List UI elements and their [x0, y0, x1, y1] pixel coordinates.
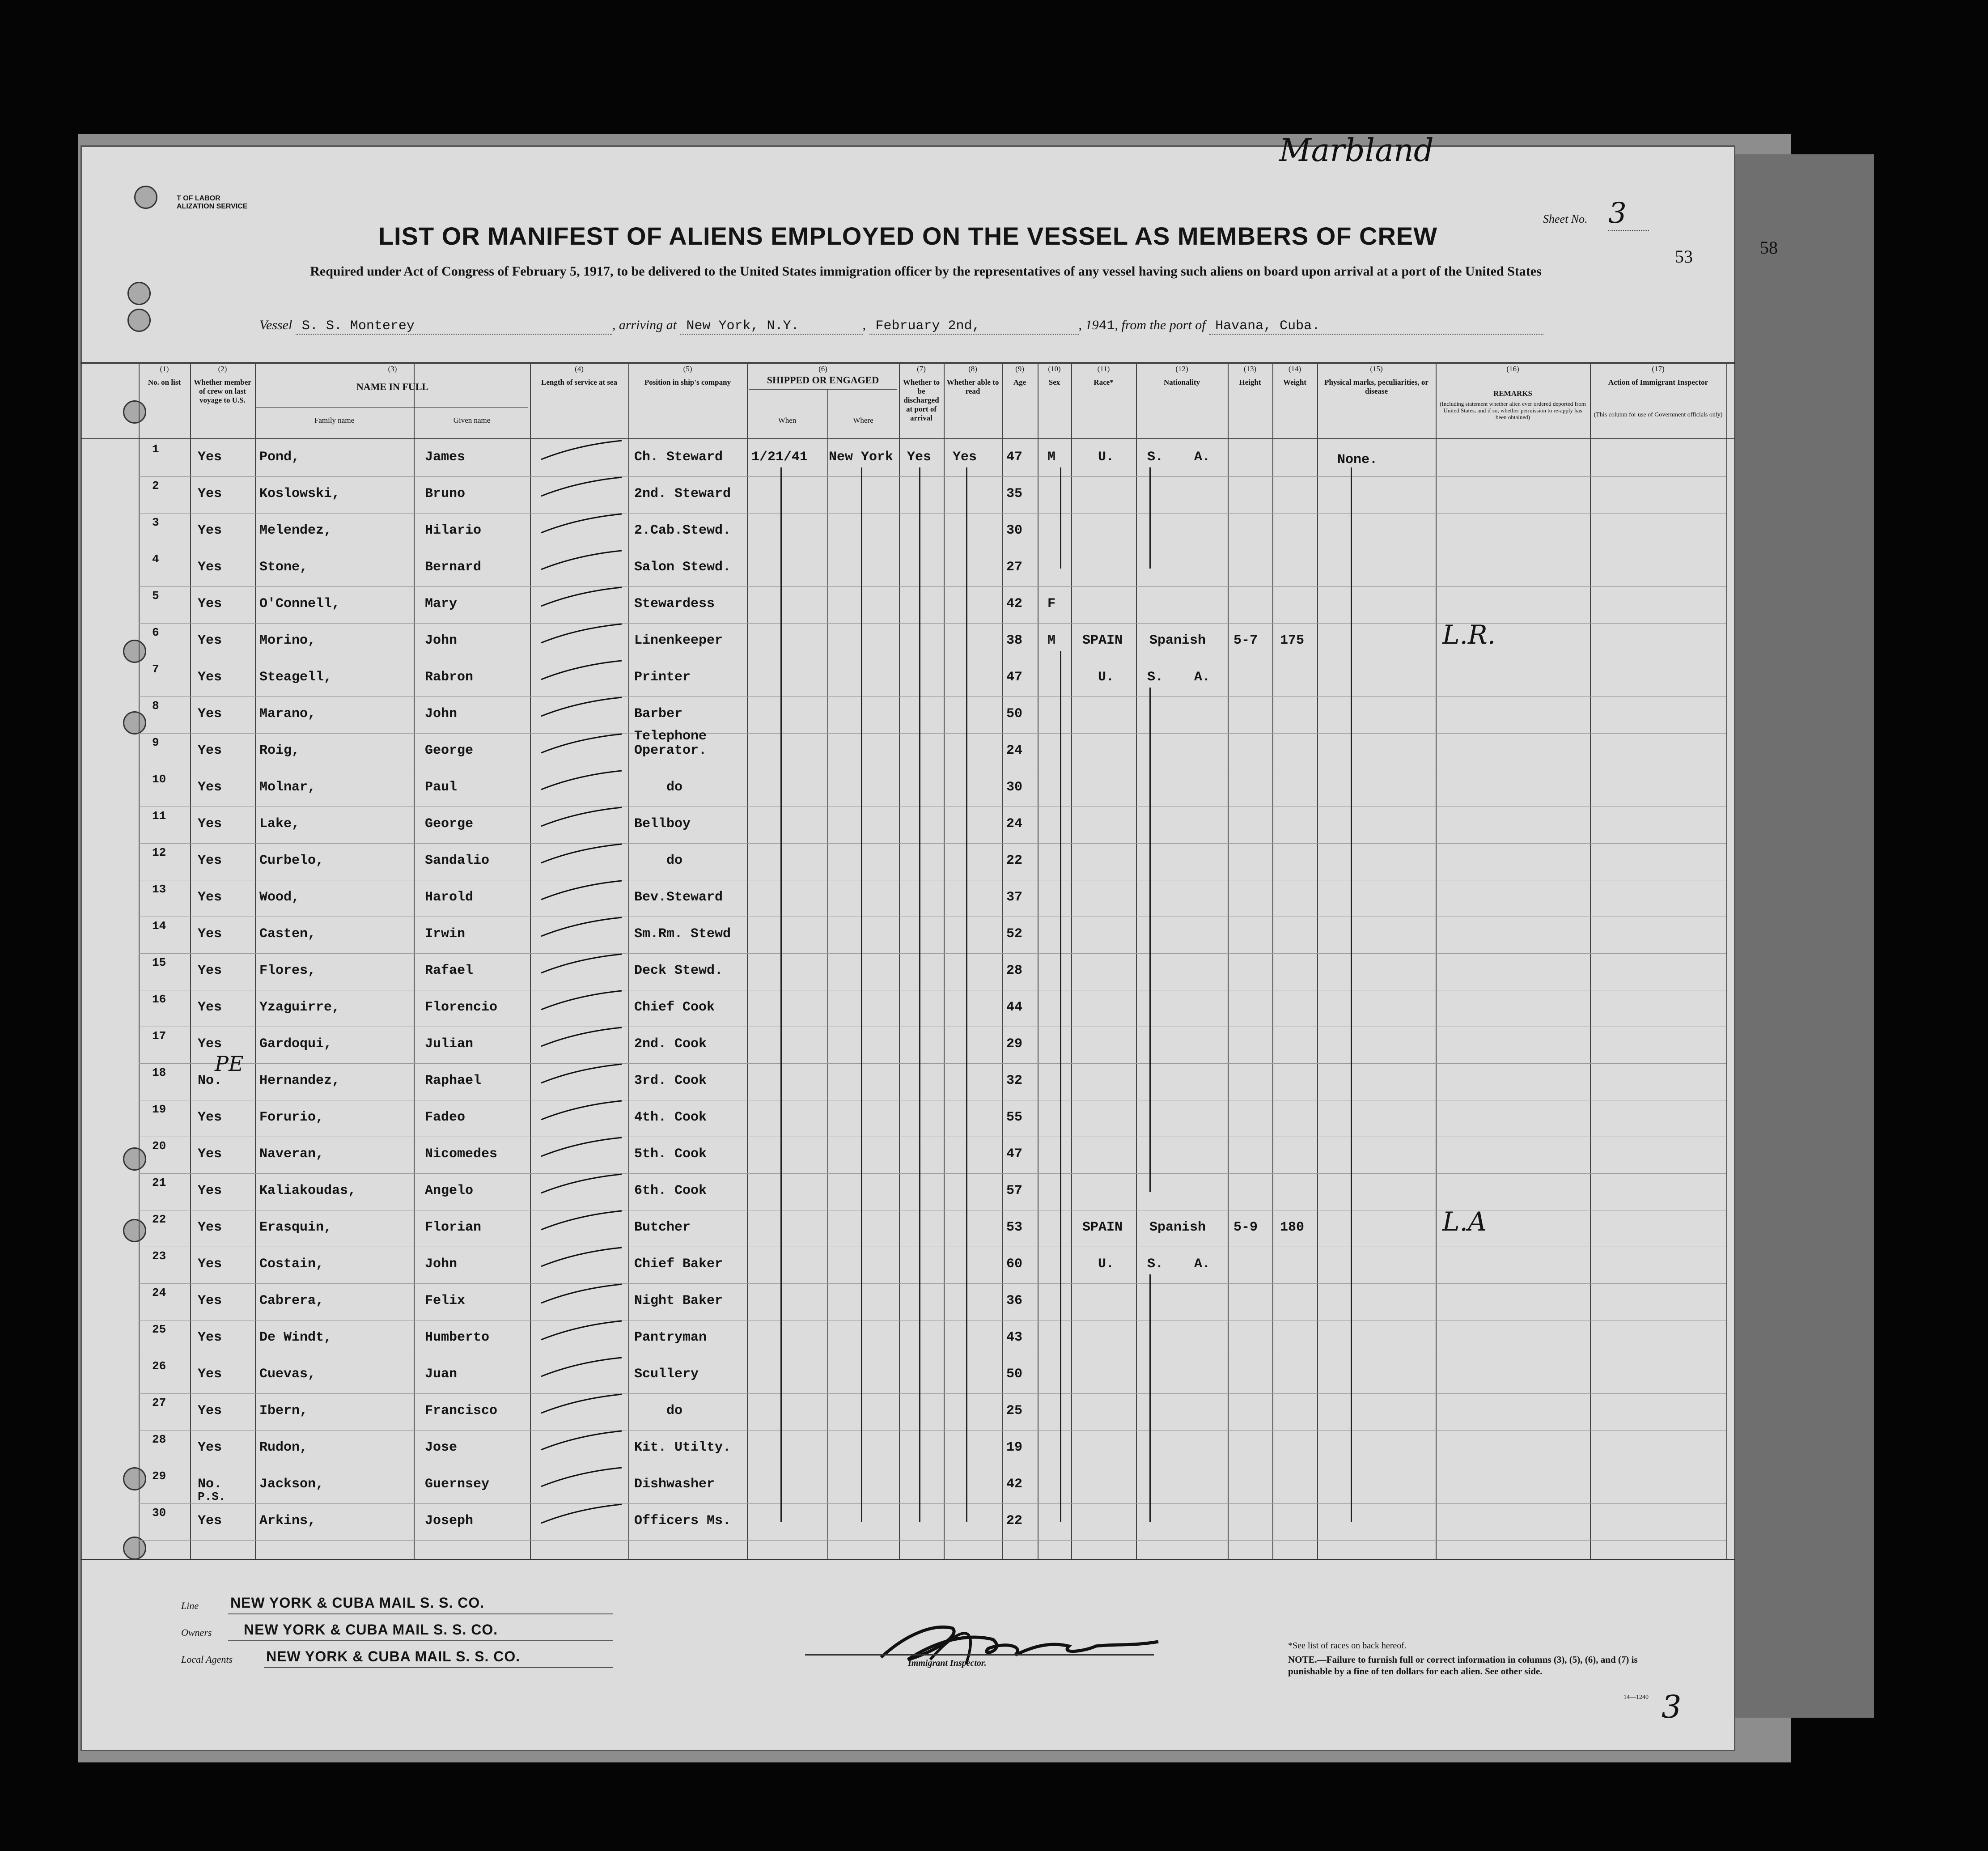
family-name: Molnar, — [259, 780, 316, 795]
row-number: 11 — [152, 809, 166, 823]
last-voyage-value: No. — [198, 1073, 222, 1088]
column-number-c13: (13) — [1243, 365, 1257, 373]
row-number: 27 — [152, 1396, 166, 1409]
line-label: Line — [181, 1600, 199, 1611]
position-in-company: Stewardess — [634, 596, 715, 611]
handwritten-remark: L.A — [1442, 1206, 1487, 1237]
position-in-company: Kit. Utilty. — [634, 1440, 731, 1455]
nationality-continued: A. — [1194, 670, 1211, 685]
last-voyage-value: Yes — [198, 670, 222, 685]
age: 50 — [1006, 1367, 1023, 1382]
column-number-c3: (3) — [388, 365, 397, 373]
manifest-title: LIST OR MANIFEST OF ALIENS EMPLOYED ON THE VESSEL AS MEMBERS OF CREW — [378, 222, 1438, 250]
position-in-company: Bellboy — [634, 816, 691, 832]
family-name: Marano, — [259, 706, 316, 722]
last-voyage-value: Yes — [198, 486, 222, 501]
column-header-c4: Length of service at sea — [541, 378, 617, 386]
last-voyage-value: Yes — [198, 560, 222, 575]
form-number: 14—1240 — [1623, 1694, 1649, 1701]
sheet-number-label: Sheet No. — [1543, 212, 1588, 225]
arrival-port: New York, N.Y. — [680, 318, 863, 335]
row-number: 13 — [152, 883, 166, 896]
family-name: Cabrera, — [259, 1293, 324, 1308]
row-number: 21 — [152, 1176, 166, 1189]
age: 42 — [1006, 596, 1023, 611]
row-number: 30 — [152, 1506, 166, 1520]
row-number: 3 — [152, 516, 159, 529]
age: 60 — [1006, 1257, 1023, 1272]
given-name: Nicomedes — [425, 1146, 498, 1162]
position-in-company: 6th. Cook — [634, 1183, 707, 1198]
row-number: 19 — [152, 1103, 166, 1116]
row-number: 12 — [152, 846, 166, 859]
given-name: Irwin — [425, 926, 466, 942]
column-number-c17: (17) — [1652, 365, 1665, 373]
shipped-where: New York — [829, 450, 894, 465]
age: 19 — [1006, 1440, 1023, 1455]
age: 43 — [1006, 1330, 1023, 1345]
nationality-continued: A. — [1194, 1257, 1211, 1272]
from-label: , from the port of — [1115, 318, 1206, 332]
given-name: Bernard — [425, 560, 482, 575]
family-name: Wood, — [259, 890, 300, 905]
last-voyage-value: Yes — [198, 706, 222, 722]
family-name: Cuevas, — [259, 1367, 316, 1382]
position-in-company: Chief Cook — [634, 1000, 715, 1015]
age: 47 — [1006, 670, 1023, 685]
last-voyage-value: Yes — [198, 1513, 222, 1528]
position-in-company: Salon Stewd. — [634, 560, 731, 575]
age: 28 — [1006, 963, 1023, 978]
position-in-company: 3rd. Cook — [634, 1073, 707, 1088]
given-name: Jose — [425, 1440, 458, 1455]
race-note: *See list of races on back hereof. — [1288, 1641, 1407, 1651]
last-voyage-value: Yes — [198, 450, 222, 465]
row-number: 28 — [152, 1433, 166, 1446]
race: SPAIN — [1082, 1220, 1123, 1235]
row-number: 1 — [152, 442, 159, 456]
last-voyage-value: Yes — [198, 816, 222, 832]
family-name: Flores, — [259, 963, 316, 978]
family-name: De Windt, — [259, 1330, 332, 1345]
family-name: Melendez, — [259, 523, 332, 538]
row-number: 29 — [152, 1469, 166, 1483]
family-name: Pond, — [259, 450, 300, 465]
family-name: Naveran, — [259, 1146, 324, 1162]
year-prefix: , 19 — [1078, 318, 1099, 332]
age: 44 — [1006, 1000, 1023, 1015]
last-voyage-value: Yes — [198, 1146, 222, 1162]
remarks-note: (Including statement whether alien ever ordered deported from United States, and if so, whether permission to re-apply has been obtained) — [1440, 400, 1586, 420]
age: 50 — [1006, 706, 1023, 722]
row-number: 24 — [152, 1286, 166, 1299]
row-number: 20 — [152, 1139, 166, 1153]
line-value: NEW YORK & CUBA MAIL S. S. CO. — [230, 1595, 485, 1611]
column-number-c16: (16) — [1506, 365, 1519, 373]
position-in-company: Linenkeeper — [634, 633, 723, 648]
last-voyage-value: Yes — [198, 1220, 222, 1235]
arrival-year: 41 — [1098, 318, 1115, 334]
position-in-company: Deck Stewd. — [634, 963, 723, 978]
departure-port: Havana, Cuba. — [1209, 318, 1543, 335]
column-number-c9: (9) — [1015, 365, 1024, 373]
age: 35 — [1006, 486, 1023, 501]
age: 52 — [1006, 926, 1023, 942]
given-name: Fadeo — [425, 1110, 466, 1125]
last-voyage-value: Yes — [198, 1440, 222, 1455]
column-number-c6: (6) — [818, 365, 827, 373]
last-voyage-value: Yes — [198, 1367, 222, 1382]
vessel-name: S. S. Monterey — [296, 318, 612, 335]
race: U. — [1098, 1257, 1115, 1272]
given-name: Florian — [425, 1220, 482, 1235]
row-number: 25 — [152, 1323, 166, 1336]
bottom-page-number: 3 — [1662, 1689, 1682, 1725]
position-in-company-continued: Operator. — [634, 743, 707, 758]
inspector-column-note: (This column for use of Government officials only) — [1594, 412, 1723, 418]
position-in-company: Sm.Rm. Stewd — [634, 926, 731, 942]
position-in-company: 2.Cab.Stewd. — [634, 523, 731, 538]
column-header-c2: Whether member of crew on last voyage to U.S. — [194, 378, 251, 404]
position-in-company: Printer — [634, 670, 691, 685]
row-number: 14 — [152, 919, 166, 933]
arriving-label: , arriving at — [612, 318, 677, 332]
column-number-c8: (8) — [968, 365, 977, 373]
column-header-c1: No. on list — [148, 378, 181, 386]
penalty-note: NOTE.—Failure to furnish full or correct information in columns (3), (5), (6), and (7) is punishable by a fine of ten dollars for each alien. See other side. — [1288, 1654, 1638, 1677]
last-voyage-value: Yes — [198, 853, 222, 868]
age: 22 — [1006, 1513, 1023, 1528]
handwritten-remark: L.R. — [1442, 620, 1496, 650]
last-voyage-value: Yes — [198, 743, 222, 758]
row-number: 9 — [152, 736, 159, 749]
sex: M — [1047, 450, 1056, 465]
last-voyage-value: Yes — [198, 596, 222, 611]
vessel-line: Vessel S. S. Monterey , arriving at New York, N.Y. , February 2nd, , 1941, from the port of Havana, Cuba. — [259, 318, 1659, 335]
column-number-c10: (10) — [1048, 365, 1061, 373]
row-number: 5 — [152, 589, 159, 603]
local-agents-label: Local Agents — [181, 1654, 233, 1665]
column-number-c12: (12) — [1175, 365, 1188, 373]
family-name: Morino, — [259, 633, 316, 648]
where-header: Where — [853, 416, 873, 425]
column-header-c15: Physical marks, peculiarities, or disease — [1324, 378, 1428, 395]
nationality: S. — [1147, 450, 1164, 465]
arrival-date: February 2nd, — [869, 318, 1079, 335]
row-number: 18 — [152, 1066, 166, 1079]
given-name: Bruno — [425, 486, 466, 501]
position-in-company: 2nd. Cook — [634, 1036, 707, 1052]
family-name-header: Family name — [314, 416, 355, 425]
given-name: Paul — [425, 780, 458, 795]
given-name: Raphael — [425, 1073, 482, 1088]
race: SPAIN — [1082, 633, 1123, 648]
inspector-signature — [818, 1615, 1257, 1673]
family-name: Lake, — [259, 816, 300, 832]
age: 25 — [1006, 1403, 1023, 1418]
family-name: Stone, — [259, 560, 308, 575]
last-voyage-value: Yes — [198, 780, 222, 795]
column-header-c9: Age — [1013, 378, 1026, 386]
given-name: George — [425, 816, 474, 832]
last-voyage-value: Yes — [198, 1330, 222, 1345]
physical-marks: None. — [1337, 452, 1378, 467]
owners-value: NEW YORK & CUBA MAIL S. S. CO. — [244, 1622, 498, 1638]
given-name-header: Given name — [453, 416, 491, 425]
position-in-company: Barber — [634, 706, 683, 722]
position-in-company: 2nd. Steward — [634, 486, 731, 501]
row-number: 6 — [152, 626, 159, 639]
family-name: Jackson, — [259, 1477, 324, 1492]
last-voyage-value: Yes — [198, 1403, 222, 1418]
manifest-sheet — [81, 132, 1735, 1751]
given-name: Rafael — [425, 963, 474, 978]
column-number-c15: (15) — [1370, 365, 1383, 373]
edge-page-number: 58 — [1760, 238, 1778, 258]
age: 57 — [1006, 1183, 1023, 1198]
column-number-c2: (2) — [218, 365, 227, 373]
age: 24 — [1006, 743, 1023, 758]
position-in-company: do — [666, 853, 683, 868]
given-name: Sandalio — [425, 853, 490, 868]
given-name: John — [425, 706, 458, 722]
column-header-c5: Position in ship's company — [644, 378, 731, 386]
row-number: 17 — [152, 1029, 166, 1043]
column-header-c16: REMARKS — [1493, 389, 1532, 398]
family-name: Gardoqui, — [259, 1036, 332, 1052]
age: 42 — [1006, 1477, 1023, 1492]
age: 29 — [1006, 1036, 1023, 1052]
height: 5-9 — [1233, 1220, 1258, 1235]
column-number-c14: (14) — [1288, 365, 1301, 373]
age: 47 — [1006, 450, 1023, 465]
column-number-c4: (4) — [575, 365, 584, 373]
age: 30 — [1006, 780, 1023, 795]
column-header-c6: SHIPPED OR ENGAGED — [767, 374, 879, 386]
given-name: Mary — [425, 596, 458, 611]
column-header-c10: Sex — [1048, 378, 1060, 386]
family-name: Ibern, — [259, 1403, 308, 1418]
last-voyage-value: Yes — [198, 523, 222, 538]
last-voyage-note: P.S. — [198, 1490, 226, 1503]
family-name: Hernandez, — [259, 1073, 340, 1088]
age: 47 — [1006, 1146, 1023, 1162]
given-name: George — [425, 743, 474, 758]
last-voyage-value: Yes — [198, 1293, 222, 1308]
given-name: James — [425, 450, 466, 465]
age: 30 — [1006, 523, 1023, 538]
last-voyage-value: Yes — [198, 1183, 222, 1198]
nationality: Spanish — [1149, 633, 1206, 648]
column-number-c11: (11) — [1097, 365, 1110, 373]
given-name: Florencio — [425, 1000, 498, 1015]
column-header-c13: Height — [1239, 378, 1261, 386]
age: 53 — [1006, 1220, 1023, 1235]
last-voyage-value: Yes — [198, 926, 222, 942]
discharged-at-arrival: Yes — [907, 450, 932, 465]
given-name: John — [425, 1257, 458, 1272]
race: U. — [1098, 670, 1115, 685]
page-number: 53 — [1675, 246, 1693, 267]
column-number-c5: (5) — [683, 365, 692, 373]
family-name: Erasquin, — [259, 1220, 332, 1235]
sheet-number: 3 — [1608, 197, 1649, 231]
position-in-company: Ch. Steward — [634, 450, 723, 465]
given-name: Felix — [425, 1293, 466, 1308]
column-header-c12: Nationality — [1163, 378, 1200, 386]
position-in-company: do — [666, 1403, 683, 1418]
age: 24 — [1006, 816, 1023, 832]
vessel-label: Vessel — [259, 318, 292, 332]
row-number: 8 — [152, 699, 159, 713]
column-number-c1: (1) — [160, 365, 169, 373]
age: 22 — [1006, 853, 1023, 868]
given-name: Julian — [425, 1036, 474, 1052]
family-name: Curbelo, — [259, 853, 324, 868]
row-number: 16 — [152, 993, 166, 1006]
last-voyage-value: No. — [198, 1477, 222, 1492]
family-name: O'Connell, — [259, 596, 340, 611]
given-name: Guernsey — [425, 1477, 490, 1492]
given-name: Juan — [425, 1367, 458, 1382]
manifest-subtitle: Required under Act of Congress of February 5, 1917, to be delivered to the United States immigration officer by the representatives of any vessel having such aliens on board upon arrival at a port of the United States — [310, 264, 1542, 279]
position-in-company: Chief Baker — [634, 1257, 723, 1272]
family-name: Rudon, — [259, 1440, 308, 1455]
age: 37 — [1006, 890, 1023, 905]
position-in-company: Pantryman — [634, 1330, 707, 1345]
column-header-c7: Whether to be discharged at port of arrival — [903, 378, 940, 422]
column-header-c11: Race* — [1094, 378, 1114, 386]
given-name: Joseph — [425, 1513, 474, 1528]
family-name: Koslowski, — [259, 486, 340, 501]
age: 55 — [1006, 1110, 1023, 1125]
position-in-company: Butcher — [634, 1220, 691, 1235]
column-header-c8: Whether able to read — [946, 378, 999, 395]
underlying-sheet-edge — [1726, 154, 1874, 1718]
handwritten-top-note: Marbland — [1279, 132, 1434, 169]
given-name: Harold — [425, 890, 474, 905]
last-voyage-value: Yes — [198, 1110, 222, 1125]
position-in-company: 4th. Cook — [634, 1110, 707, 1125]
nationality: S. — [1147, 1257, 1164, 1272]
last-voyage-value: Yes — [198, 1036, 222, 1052]
age: 32 — [1006, 1073, 1023, 1088]
column-header-c14: Weight — [1283, 378, 1306, 386]
position-in-company: Officers Ms. — [634, 1513, 731, 1528]
family-name: Steagell, — [259, 670, 332, 685]
family-name: Casten, — [259, 926, 316, 942]
age: 36 — [1006, 1293, 1023, 1308]
sex: M — [1047, 633, 1056, 648]
given-name: Hilario — [425, 523, 482, 538]
last-voyage-value: Yes — [198, 890, 222, 905]
position-in-company: Night Baker — [634, 1293, 723, 1308]
family-name: Yzaguirre, — [259, 1000, 340, 1015]
nationality-continued: A. — [1194, 450, 1211, 465]
position-in-company: Scullery — [634, 1367, 699, 1382]
owners-label: Owners — [181, 1627, 212, 1638]
last-voyage-value: Yes — [198, 633, 222, 648]
given-name: Humberto — [425, 1330, 490, 1345]
family-name: Costain, — [259, 1257, 324, 1272]
row-number: 15 — [152, 956, 166, 969]
family-name: Roig, — [259, 743, 300, 758]
weight: 180 — [1280, 1220, 1305, 1235]
height: 5-7 — [1233, 633, 1258, 648]
given-name: Francisco — [425, 1403, 498, 1418]
column-number-c7: (7) — [917, 365, 926, 373]
row-number: 7 — [152, 662, 159, 676]
row-number: 22 — [152, 1213, 166, 1226]
row-number: 23 — [152, 1249, 166, 1263]
position-in-company: 5th. Cook — [634, 1146, 707, 1162]
weight: 175 — [1280, 633, 1305, 648]
given-name: Angelo — [425, 1183, 474, 1198]
able-to-read: Yes — [953, 450, 977, 465]
race: U. — [1098, 450, 1115, 465]
last-voyage-value: Yes — [198, 1257, 222, 1272]
family-name: Kaliakoudas, — [259, 1183, 356, 1198]
row-number: 26 — [152, 1359, 166, 1373]
column-header-c3: NAME IN FULL — [356, 381, 429, 392]
footer — [81, 145, 1735, 1751]
given-name: John — [425, 633, 458, 648]
local-agents-value: NEW YORK & CUBA MAIL S. S. CO. — [266, 1648, 521, 1664]
last-voyage-value: Yes — [198, 963, 222, 978]
sex: F — [1047, 596, 1056, 611]
age: 38 — [1006, 633, 1023, 648]
row-number: 4 — [152, 552, 159, 566]
age: 27 — [1006, 560, 1023, 575]
last-voyage-value: Yes — [198, 1000, 222, 1015]
nationality: Spanish — [1149, 1220, 1206, 1235]
position-in-company: Bev.Steward — [634, 890, 723, 905]
nationality: S. — [1147, 670, 1164, 685]
family-name: Forurio, — [259, 1110, 324, 1125]
family-name: Arkins, — [259, 1513, 316, 1528]
shipped-when: 1/21/41 — [751, 450, 808, 465]
given-name: Rabron — [425, 670, 474, 685]
department-header-fragment: T OF LABOR ALIZATION SERVICE — [177, 195, 248, 210]
handwritten-row-note: PE — [215, 1052, 244, 1076]
column-header-c17: Action of Immigrant Inspector — [1608, 378, 1708, 386]
row-number: 10 — [152, 773, 166, 786]
position-in-company: Telephone — [634, 729, 707, 744]
position-in-company: Dishwasher — [634, 1477, 715, 1492]
row-number: 2 — [152, 479, 159, 492]
inspector-label: Immigrant Inspector. — [908, 1658, 987, 1668]
when-header: When — [778, 416, 797, 425]
position-in-company: do — [666, 780, 683, 795]
